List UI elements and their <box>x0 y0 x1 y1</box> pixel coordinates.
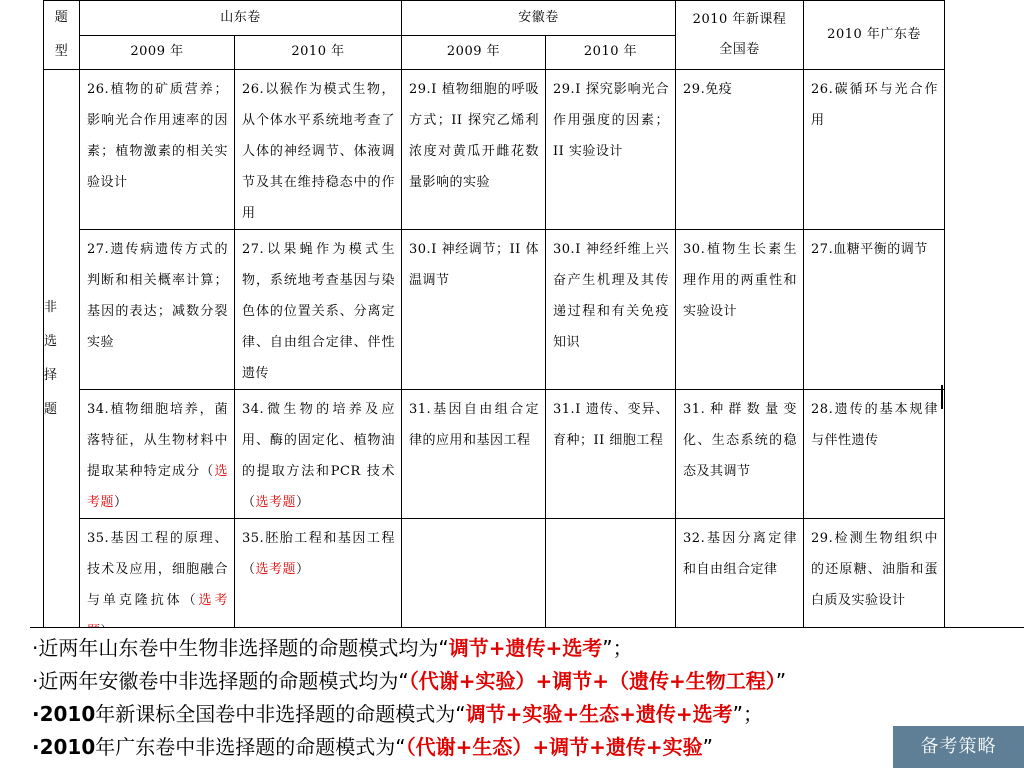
summary-box <box>30 627 1024 768</box>
cell-sd-2009: 27.遗传病遗传方式的判断和相关概率计算；基因的表达；减数分裂实验 <box>80 230 235 390</box>
cell-sd-2010: 35.胚胎工程和基因工程（选考题） <box>235 519 402 648</box>
national-header: 2010 年新课程 全国卷 <box>676 1 804 70</box>
elective-tag: 选考 <box>198 593 228 608</box>
elective-tag: 选考题 <box>255 495 297 510</box>
cell-national: 31.种群数量变化、生态系统的稳态及其调节 <box>676 390 804 519</box>
cell-ah-2010: 31.I 遗传、变异、育种；II 细胞工程 <box>546 390 676 519</box>
elective-tag: 选考题 <box>87 464 228 510</box>
exam-comparison-table <box>43 0 945 648</box>
header-row-1 <box>44 1 945 36</box>
summary-line: ·2010年广东卷中非选择题的命题模式为“（代谢+生态）+调节+遗传+实验” <box>32 735 714 759</box>
cell-sd-2009: 34.植物细胞培养，菌落特征，从生物材料中提取某种特定成分（选考题） <box>80 390 235 519</box>
table-row <box>44 230 945 390</box>
cell-guangdong: 27.血糖平衡的调节 <box>804 230 945 390</box>
cell-national: 30.植物生长素生理作用的两重性和实验设计 <box>676 230 804 390</box>
anhui-2009-header: 2009 年 <box>402 35 546 70</box>
cell-national: 29.免疫 <box>676 70 804 230</box>
anhui-2010-header: 2010 年 <box>546 35 676 70</box>
cell-ah-2010: 29.I 探究影响光合作用强度的因素；II 实验设计 <box>546 70 676 230</box>
summary-line: ·2010年新课标全国卷中非选择题的命题模式为“调节+实验+生态+遗传+选考”； <box>32 702 764 726</box>
cell-guangdong: 29.检测生物组织中的还原糖、油脂和蛋白质及实验设计 <box>804 519 945 648</box>
table-row <box>44 70 945 230</box>
cell-sd-2009: 35.基因工程的原理、技术及应用，细胞融合与单克隆抗体（选考 <box>80 519 235 648</box>
elective-tag: 选考题 <box>255 562 297 577</box>
anhui-header: 安徽卷 <box>402 1 676 36</box>
cell-national: 32.基因分离定律和自由组合定律 <box>676 519 804 648</box>
cell-guangdong: 28.遗传的基本规律与伴性遗传 <box>804 390 945 519</box>
cell-ah-2009: 31.基因自由组合定律的应用和基因工程 <box>402 390 546 519</box>
cell-ah-2010: 30.I 神经纤维上兴奋产生机理及其传递过程和有关免疫知识 <box>546 230 676 390</box>
guangdong-header: 2010 年广东卷 <box>804 1 945 70</box>
cell-guangdong: 26.碳循环与光合作用 <box>804 70 945 230</box>
shandong-2009-header: 2009 年 <box>80 35 235 70</box>
shandong-2010-header: 2010 年 <box>235 35 402 70</box>
shandong-header: 山东卷 <box>80 1 402 36</box>
summary-line: ·近两年安徽卷中非选择题的命题模式均为“（代谢+实验）+调节+（遗传+生物工程）” <box>32 669 787 693</box>
summary-line: ·近两年山东卷中生物非选择题的命题模式均为“调节+遗传+选考”； <box>32 636 633 660</box>
cell-sd-2010: 27.以果蝇作为模式生物，系统地考查基因与染色体的位置关系、分离定律、自由组合定律、伴性遗传 <box>235 230 402 390</box>
cell-sd-2010: 26.以猴作为模式生物，从个体水平系统地考查了人体的神经调节、体液调节及其在维持稳态中的作用 <box>235 70 402 230</box>
side-marker <box>941 385 943 409</box>
cell-sd-2010: 34.微生物的培养及应用、酶的固定化、植物油的提取方法和PCR 技术（选考题） <box>235 390 402 519</box>
cell-ah-2009: 29.I 植物细胞的呼吸方式；II 探究乙烯利浓度对黄瓜开雌花数量影响的实验 <box>402 70 546 230</box>
type-header: 题 型 <box>44 1 80 70</box>
strategy-button[interactable]: 备考策略 <box>893 726 1024 768</box>
cell-sd-2009: 26.植物的矿质营养；影响光合作用速率的因素；植物激素的相关实验设计 <box>80 70 235 230</box>
cell-ah-2009: 30.I 神经调节；II 体温调节 <box>402 230 546 390</box>
non-choice-label: 非 选 择 题 <box>44 70 80 648</box>
table-row <box>44 390 945 519</box>
